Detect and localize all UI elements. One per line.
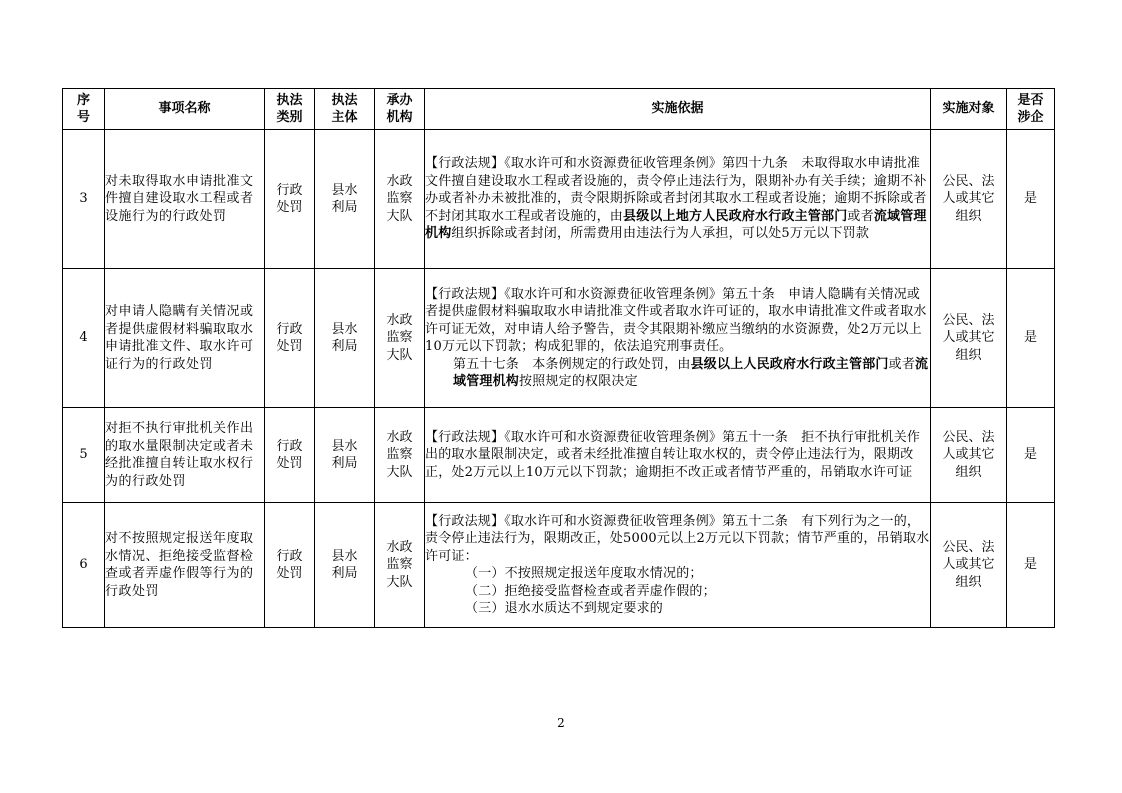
row-subject: 县水利局: [315, 408, 375, 503]
row-basis: [425, 269, 931, 408]
row-seq: 6: [63, 503, 105, 628]
row-basis: [425, 130, 931, 269]
table-header-row: [63, 89, 1055, 130]
row-item-name: 对未取得取水申请批准文件擅自建设取水工程或者设施行为的行政处罚: [105, 130, 265, 269]
row-enterprise: 是: [1007, 503, 1055, 628]
row-seq: 3: [63, 130, 105, 269]
header-subject: 执法主体: [315, 89, 375, 130]
row-subject: 县水利局: [315, 269, 375, 408]
basis-list-item: （二）拒绝接受监督检查或者弄虚作假的；: [465, 583, 716, 599]
row-basis: [425, 503, 931, 628]
basis-text: 或者: [888, 356, 916, 372]
page-number: 2: [557, 716, 565, 730]
basis-text: 【行政法规】《取水许可和水资源费征收管理条例》第四十九条 未取得取水申请批准文件擅自建设取水工程或者设施的，责令停止违法行为，限期补办有关手续；逾期不补办或者补办未被批准的，责令限期拆除或者封闭其取水工程或者设施；逾期不拆除或者不封闭其取水工程或者设施的，由: [425, 156, 927, 224]
row-enterprise: 是: [1007, 269, 1055, 408]
basis-paragraph: [425, 356, 930, 391]
row-undertaker: 水政监察大队: [375, 269, 425, 408]
basis-authority: 流域管理机构: [425, 208, 927, 242]
row-undertaker: 水政监察大队: [375, 408, 425, 503]
header-basis: 实施依据: [425, 89, 931, 130]
row-target: 公民、法人或其它组织: [931, 408, 1007, 503]
basis-paragraph: 【行政法规】《取水许可和水资源费征收管理条例》第五十条 申请人隐瞒有关情况或者提供虚假材料骗取取水申请批准文件或者取水许可证的，取水申请批准文件或者取水许可证无效，对申请人给予警告，责令其限期补缴应当缴纳的水资源费，处2万元以上10万元以下罚款；构成犯罪的，依法追究刑事责任。: [425, 286, 927, 354]
row-seq: 5: [63, 408, 105, 503]
row-enterprise: 是: [1007, 408, 1055, 503]
row-undertaker: 水政监察大队: [375, 130, 425, 269]
row-target: 公民、法人或其它组织: [931, 130, 1007, 269]
basis-text: 组织拆除或者封闭，所需费用由违法行为人承担，可以处5万元以下罚款: [451, 226, 870, 242]
basis-paragraph: 【行政法规】《取水许可和水资源费征收管理条例》第五十二条 有下列行为之一的，责令停止违法行为，限期改正，处5000元以上2万元以下罚款；情节严重的，吊销取水许可证：: [425, 513, 930, 564]
basis-authority: 县级以上人民政府水行政主管部门: [690, 356, 889, 372]
row-enterprise: 是: [1007, 130, 1055, 269]
header-category: 执法类别: [265, 89, 315, 130]
row-basis: 【行政法规】《取水许可和水资源费征收管理条例》第五十一条 拒不执行审批机关作出的取水量限制决定，或者未经批准擅自转让取水权的，责令停止违法行为，限期改正，处2万元以上10万元以下罚款；逾期拒不改正或者情节严重的，吊销取水许可证: [425, 408, 931, 503]
row-item-name: 对申请人隐瞒有关情况或者提供虚假材料骗取取水申请批准文件、取水许可证行为的行政处罚: [105, 269, 265, 408]
basis-list-item: （一）不按照规定报送年度取水情况的；: [465, 566, 703, 581]
row-category: 行政处罚: [265, 408, 315, 503]
header-name: 事项名称: [105, 89, 265, 130]
row-target: 公民、法人或其它组织: [931, 269, 1007, 408]
table-row: [63, 269, 1055, 408]
row-subject: 县水利局: [315, 503, 375, 628]
header-seq: 序号: [63, 89, 105, 130]
row-subject: 县水利局: [315, 130, 375, 269]
table-row: [63, 130, 1055, 269]
row-category: 行政处罚: [265, 269, 315, 408]
header-enterprise: 是否涉企: [1007, 89, 1055, 130]
basis-text: 第五十七条 本条例规定的行政处罚，由: [453, 356, 691, 372]
table-row: [63, 408, 1055, 503]
basis-list-item: （三）退水水质达不到规定要求的: [465, 601, 664, 616]
row-undertaker: 水政监察大队: [375, 503, 425, 628]
table-row: [63, 503, 1055, 628]
basis-text: 按照规定的权限决定: [519, 374, 638, 389]
basis-text: 或者: [847, 208, 874, 224]
basis-authority: 流域管理机构: [453, 356, 929, 389]
enforcement-items-table: [62, 88, 1055, 628]
row-category: 行政处罚: [265, 503, 315, 628]
basis-authority: 县级以上地方人民政府水行政主管部门: [623, 208, 848, 224]
row-item-name: 对拒不执行审批机关作出的取水量限制决定或者未经批准擅自转让取水权行为的行政处罚: [105, 408, 265, 503]
row-item-name: 对不按照规定报送年度取水情况、拒绝接受监督检查或者弄虚作假等行为的行政处罚: [105, 503, 265, 628]
header-target: 实施对象: [931, 89, 1007, 130]
row-seq: 4: [63, 269, 105, 408]
row-target: 公民、法人或其它组织: [931, 503, 1007, 628]
row-category: 行政处罚: [265, 130, 315, 269]
header-undertaker: 承办机构: [375, 89, 425, 130]
